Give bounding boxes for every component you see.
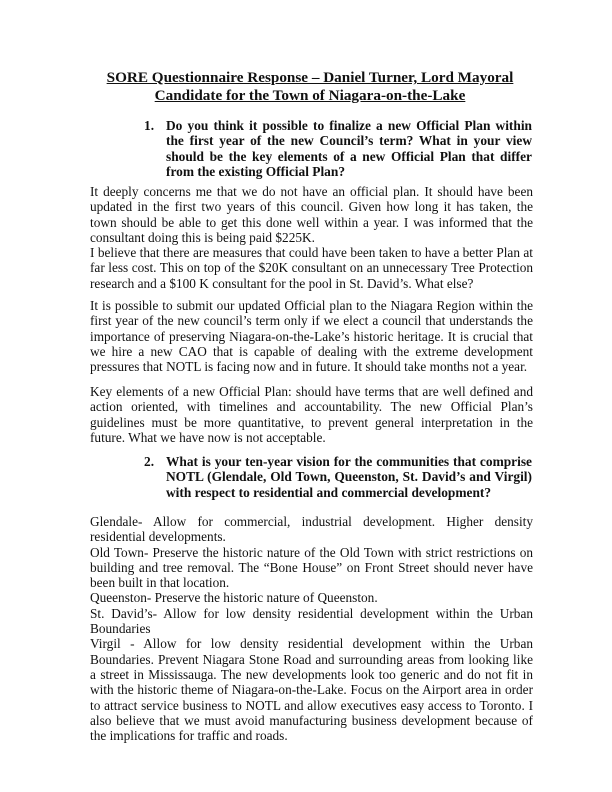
title-line-2: Candidate for the Town of Niagara-on-the-Lake	[154, 87, 466, 104]
question-2	[144, 454, 532, 500]
answer-text: I believe that there are measures that could have been taken to have a better Plan at far less cost. This on top of the $20K consultant on an unnecessary Tree Protection research and a $100 K consultant for the pool in St. David’s. What else?	[90, 245, 533, 291]
answer-2	[90, 514, 533, 743]
answer-text: It deeply concerns me that we do not have an official plan. It should have been updated in the first two years of this council. Given how long it has taken, the town should be able to get this done well within a year. I was informed that the consultant doing this is being paid $225K.	[90, 184, 533, 245]
answer-old-town: Old Town- Preserve the historic nature of the Old Town with strict restrictions on building and tree removal. The “Bone House” on Front Street should never have been built in that location.	[90, 544, 533, 591]
title-line-1: SORE Questionnaire Response – Daniel Turner, Lord Mayoral	[106, 69, 514, 86]
question-number: 1.	[144, 118, 155, 133]
question-text: Do you think it possible to finalize a new Official Plan within the first year of the new Council’s term? What in your view should be the key elements of a new Official Plan that differ from the existing Official Plan?	[166, 118, 532, 179]
answer-1-paragraph-1	[90, 184, 533, 291]
answer-st-davids: St. David’s- Allow for low density residential development within the Urban Boundaries	[90, 605, 533, 637]
answer-1-paragraph-2	[90, 298, 533, 374]
question-number: 2.	[144, 454, 155, 469]
answer-text: Key elements of a new Official Plan: should have terms that are well defined and action oriented, with timelines and accountability. The new Official Plan’s guidelines must be more quantitative, to prevent general interpretation in the future. What we have now is not acceptable.	[90, 384, 533, 445]
answer-glendale: Glendale- Allow for commercial, industrial development. Higher density residential developments.	[90, 514, 533, 545]
question-1	[144, 118, 532, 179]
question-text: What is your ten-year vision for the communities that comprise NOTL (Glendale, Old Town, Queenston, St. David’s and Virgil) with respect to residential and commercial development?	[166, 454, 532, 500]
answer-virgil: Virgil - Allow for low density residential development within the Urban Boundaries. Prevent Niagara Stone Road and surrounding areas from looking like a street in Mississauga. The new developments look too generic and do not fit in with the historic theme of Niagara-on-the-Lake. Focus on the Airport area in order to attract service business to NOTL and allow executives easy access to Toronto. I also believe that we must avoid manufacturing business development because of the implications for traffic and roads.	[90, 636, 533, 744]
answer-text: It is possible to submit our updated Official plan to the Niagara Region within the first year of the new council’s term only if we elect a council that understands the importance of preserving Niagara-on-the-Lake’s historic heritage. It is crucial that we hire a new CAO that is capable of dealing with the extreme development pressures that NOTL is facing now and in future. It should take months not a year.	[90, 298, 533, 375]
answer-queenston: Queenston- Preserve the historic nature of Queenston.	[90, 590, 378, 606]
document-title	[100, 69, 520, 105]
answer-1-paragraph-3	[90, 384, 533, 445]
